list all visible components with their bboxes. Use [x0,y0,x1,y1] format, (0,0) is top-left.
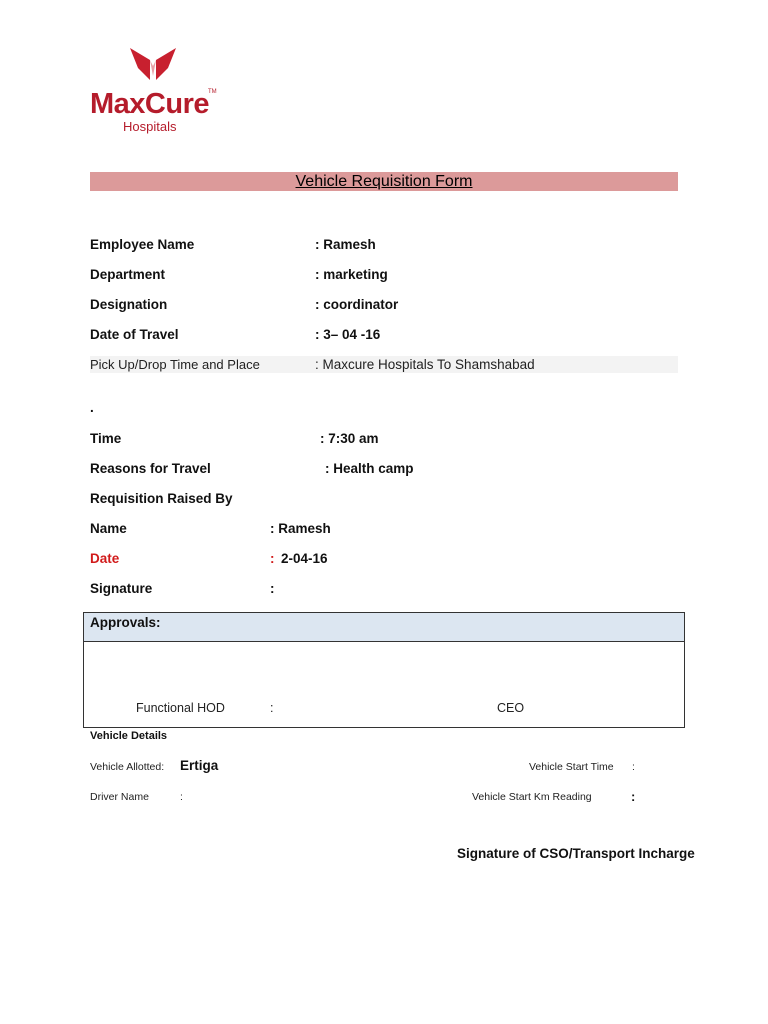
functional-hod-colon: : [270,701,274,715]
date-colon: : [270,551,275,566]
butterfly-icon [128,46,178,82]
vehicle-km-label: Vehicle Start Km Reading [472,791,592,803]
pickup-value: : Maxcure Hospitals To Shamshabad [315,357,535,372]
logo-trademark: TM [208,89,217,95]
time-label: Time [90,431,122,446]
stray-dot: . [90,400,94,415]
functional-hod-label: Functional HOD [136,701,225,715]
designation-value: : coordinator [315,297,399,312]
date-of-travel-label: Date of Travel [90,327,179,342]
pickup-label: Pick Up/Drop Time and Place [90,357,260,372]
reasons-label: Reasons for Travel [90,461,211,476]
maxcure-logo [90,44,230,139]
vehicle-start-time-colon: : [632,761,635,773]
designation-label: Designation [90,297,168,312]
reasons-value: : Health camp [325,461,414,476]
signature-label: Signature [90,581,153,596]
signature-colon: : [270,581,275,596]
approvals-header [84,613,684,642]
form-title: Vehicle Requisition Form [295,173,473,190]
vehicle-km-colon: : [631,789,636,804]
vehicle-details-heading: Vehicle Details [90,730,168,742]
driver-name-colon: : [180,791,183,803]
logo-subtitle: Hospitals [123,119,177,134]
driver-name-label: Driver Name [90,791,149,803]
employee-name-label: Employee Name [90,237,195,252]
time-value: : 7:30 am [320,431,379,446]
department-value: : marketing [315,267,388,282]
ceo-label: CEO [497,701,525,715]
approvals-section [83,612,685,728]
logo-brand-text: MaxCure [90,88,209,120]
raised-by-heading: Requisition Raised By [90,491,233,506]
name-value: : Ramesh [270,521,331,536]
cso-signature-label: Signature of CSO/Transport Incharge [457,846,695,861]
department-label: Department [90,267,166,282]
vehicle-allotted-label: Vehicle Allotted: [90,761,165,773]
form-title-bar [90,172,678,191]
date-label: Date [90,551,120,566]
approvals-heading: Approvals: [90,615,161,630]
employee-name-value: : Ramesh [315,237,376,252]
vehicle-start-time-label: Vehicle Start Time [529,761,614,773]
vehicle-allotted-value: Ertiga [180,758,219,773]
name-label: Name [90,521,127,536]
date-of-travel-value: : 3– 04 -16 [315,327,381,342]
date-value: 2-04-16 [281,551,328,566]
